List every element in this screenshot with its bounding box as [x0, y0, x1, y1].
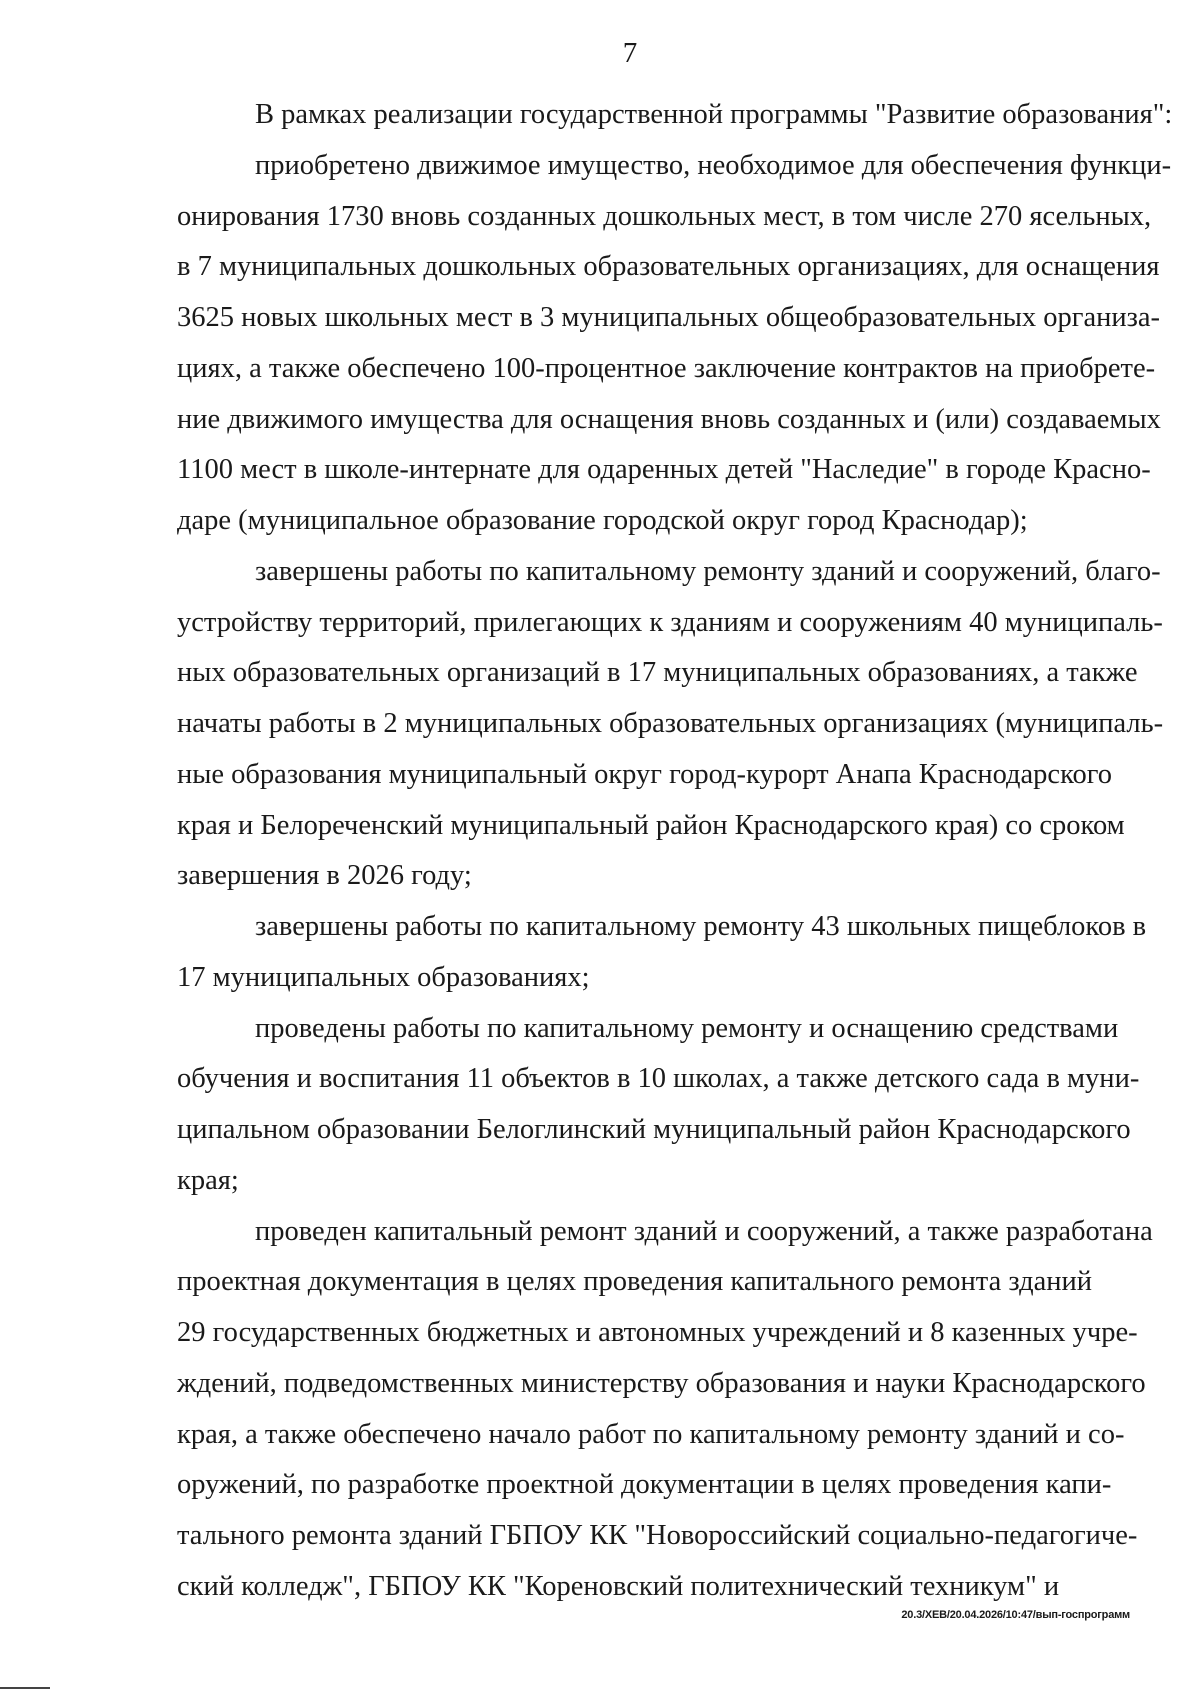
text-line: в 7 муниципальных дошкольных образовательных организациях, для оснащения — [177, 251, 1160, 283]
text-line: В рамках реализации государственной программы "Развитие образования": — [255, 99, 1173, 130]
page-number: 7 — [622, 37, 638, 69]
text-line: ных образовательных организаций в 17 муниципальных образованиях, а также — [177, 657, 1138, 689]
text-line: завершены работы по капитальному ремонту 43 школьных пищеблоков в — [255, 911, 1147, 942]
text-line: тального ремонта зданий ГБПОУ КК "Новороссийский социально-педагогиче- — [177, 1520, 1138, 1551]
text-line: оружений, по разработке проектной документации в целях проведения капи- — [177, 1469, 1112, 1501]
document-registration-code: 20.3/ХЕВ/20.04.2026/10:47/вып-госпрограмм — [901, 1609, 1130, 1621]
text-line: обучения и воспитания 11 объектов в 10 школах, а также детского сада в муни- — [177, 1063, 1140, 1095]
text-line: устройству территорий, прилегающих к зданиям и сооружениям 40 муниципаль- — [177, 606, 1163, 638]
text-line: 3625 новых школьных мест в 3 муниципальных общеобразовательных организа- — [177, 302, 1161, 333]
text-line: ние движимого имущества для оснащения вновь созданных и (или) создаваемых — [177, 403, 1161, 435]
text-line: онирования 1730 вновь созданных дошкольных мест, в том числе 270 ясельных, — [177, 200, 1152, 232]
document-body — [177, 98, 1173, 1621]
text-line: края; — [177, 1164, 239, 1196]
text-line: 29 государственных бюджетных и автономных учреждений и 8 казенных учре- — [177, 1317, 1138, 1348]
text-line: завершения в 2026 году; — [177, 860, 472, 892]
text-line: ципальном образовании Белоглинский муниципальный район Краснодарского — [177, 1114, 1131, 1145]
text-line: проведен капитальный ремонт зданий и сооружений, а также разработана — [255, 1215, 1153, 1247]
text-line: приобретено движимое имущество, необходимое для обеспечения функци- — [255, 149, 1172, 181]
text-line: 17 муниципальных образованиях; — [177, 961, 590, 993]
text-line: проведены работы по капитальному ремонту и оснащению средствами — [255, 1012, 1119, 1044]
text-line: начаты работы в 2 муниципальных образовательных организациях (муниципаль- — [177, 708, 1164, 739]
text-line: ные образования муниципальный округ город-курорт Анапа Краснодарского — [177, 758, 1112, 790]
text-line: завершены работы по капитальному ремонту зданий и сооружений, благо- — [255, 555, 1161, 587]
text-line: ждений, подведомственных министерству образования и науки Краснодарского — [177, 1367, 1146, 1399]
text-line: циях, а также обеспечено 100-процентное заключение контрактов на приобрете- — [177, 352, 1156, 384]
text-line: 1100 мест в школе-интернате для одаренных детей "Наследие" в городе Красно- — [177, 454, 1151, 486]
text-line: ский колледж", ГБПОУ КК "Кореновский политехнический техникум" и — [177, 1570, 1060, 1602]
text-line: края, а также обеспечено начало работ по капитальному ремонту зданий и со- — [177, 1418, 1125, 1450]
text-line: края и Белореченский муниципальный район Краснодарского края) со сроком — [177, 809, 1125, 841]
text-line: проектная документация в целях проведения капитального ремонта зданий — [177, 1266, 1093, 1298]
scan-edge-mark — [0, 1687, 50, 1689]
text-line: даре (муниципальное образование городской округ город Краснодар); — [177, 505, 1028, 536]
